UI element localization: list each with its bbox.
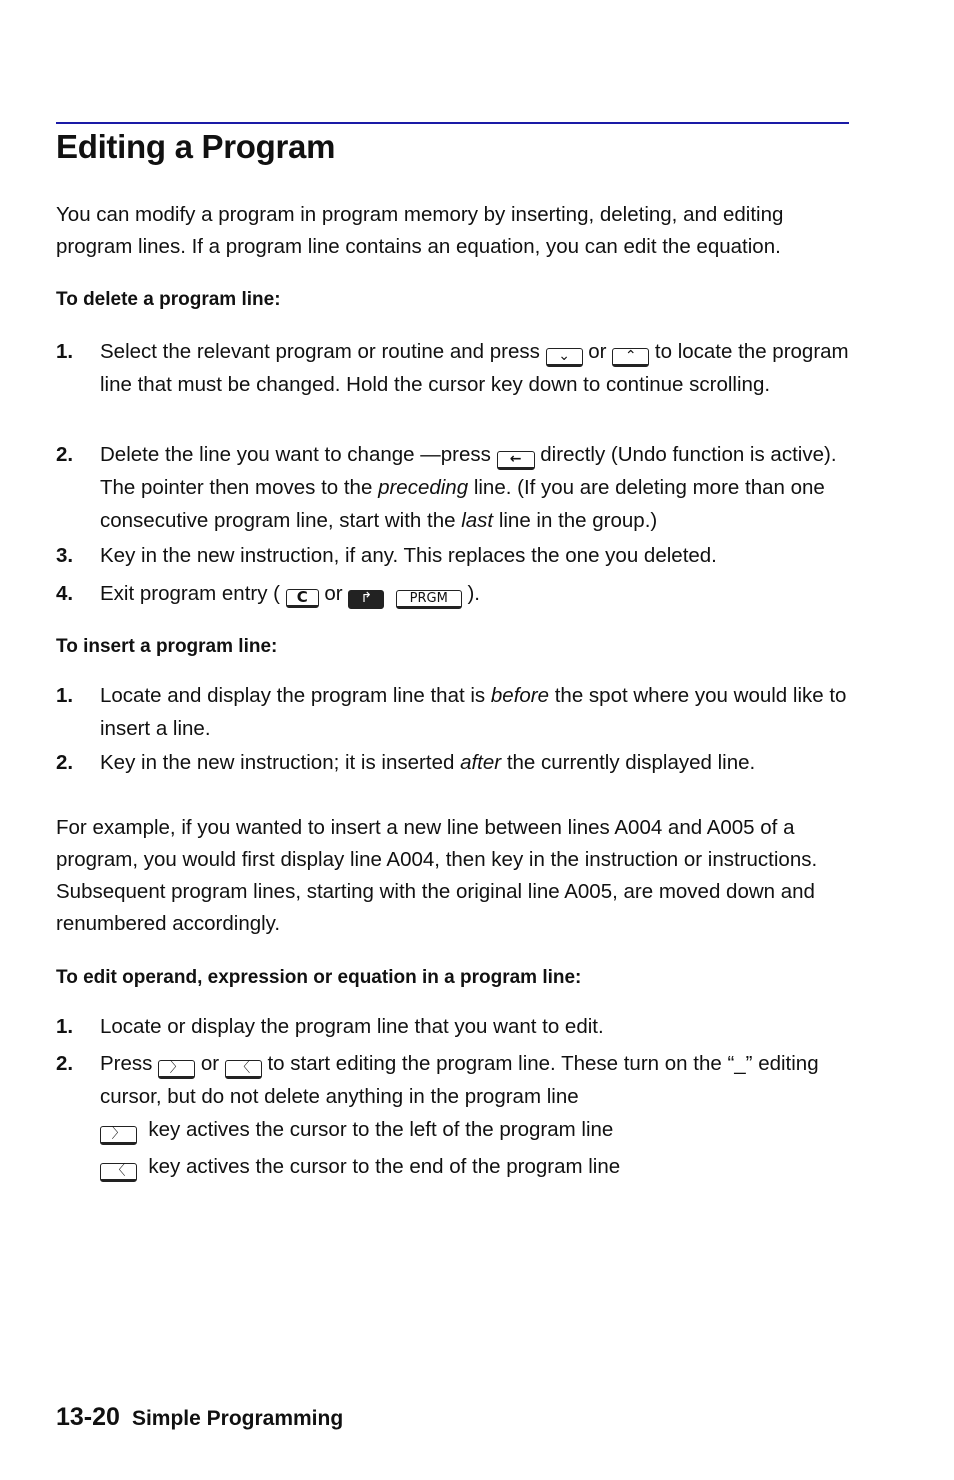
page-footer xyxy=(56,1403,343,1432)
step-number: 2. xyxy=(56,751,74,774)
insert-step-1: 1. Locate and display the program line that is before the spot where you would like to insert a line. xyxy=(56,679,856,745)
backspace-key-icon: ← xyxy=(497,451,535,470)
delete-step-1: 1. Select the relevant program or routine and press ⌄ or ⌃ to locate the program line that must be changed. Hold the cursor key down to continue scrolling. xyxy=(56,335,856,401)
right-arrow-key-icon: 〉 xyxy=(100,1126,137,1145)
step-number: 2. xyxy=(56,1052,74,1075)
step-number: 1. xyxy=(56,1015,74,1038)
step-number: 2. xyxy=(56,443,74,466)
down-arrow-key-icon: ⌄ xyxy=(546,348,583,367)
c-key-icon: C xyxy=(286,589,319,608)
intro-paragraph: You can modify a program in program memory by inserting, deleting, and editing program lines. If a program line contains an equation, you can edit the equation. xyxy=(56,203,784,258)
edit-step-2: 2. Press 〉 or 〈 to start editing the program line. These turn on the “_” editing cursor, but do not delete anything in the program line xyxy=(56,1047,856,1113)
step-number: 1. xyxy=(56,340,74,363)
page-number: 13-20 xyxy=(56,1403,120,1431)
delete-step-3: 3. Key in the new instruction, if any. This replaces the one you deleted. xyxy=(56,539,856,572)
example-paragraph: For example, if you wanted to insert a new line between lines A004 and A005 of a program, you would first display line A004, then key in the instruction or instructions. Subsequent program lines, starting with the original line A005, are moved down and renumbered accordingly. xyxy=(56,816,818,935)
up-arrow-key-icon: ⌃ xyxy=(612,348,649,367)
delete-step-2: 2. Delete the line you want to change —press ← directly (Undo function is active). The pointer then moves to the preceding line. (If you are deleting more than one consecutive program line, start with the last line in the group.) xyxy=(56,438,856,537)
delete-step-4: 4. Exit program entry ( C or ↱ PRGM ). xyxy=(56,577,856,610)
left-key-note: 〈 key actives the cursor to the end of the program line xyxy=(100,1155,620,1182)
left-arrow-key-icon: 〈 xyxy=(225,1060,262,1079)
step-number: 1. xyxy=(56,684,74,707)
right-arrow-key-icon: 〉 xyxy=(158,1060,195,1079)
edit-heading: To edit operand, expression or equation in a program line: xyxy=(56,967,582,988)
page-title: Editing a Program xyxy=(56,128,336,165)
step-number: 3. xyxy=(56,544,74,567)
right-key-note: 〉 key actives the cursor to the left of the program line xyxy=(100,1118,613,1145)
step-number: 4. xyxy=(56,582,74,605)
insert-step-2: 2. Key in the new instruction; it is inserted after the currently displayed line. xyxy=(56,746,856,779)
left-arrow-key-icon: 〈 xyxy=(100,1163,137,1182)
edit-step-1: 1. Locate or display the program line that you want to edit. xyxy=(56,1010,856,1043)
section-name: Simple Programming xyxy=(131,1407,344,1430)
header-rule xyxy=(56,122,849,124)
shift-key-icon: ↱ xyxy=(348,590,384,609)
delete-heading: To delete a program line: xyxy=(56,289,281,310)
insert-heading: To insert a program line: xyxy=(56,636,278,657)
prgm-key-icon: PRGM xyxy=(396,590,462,609)
